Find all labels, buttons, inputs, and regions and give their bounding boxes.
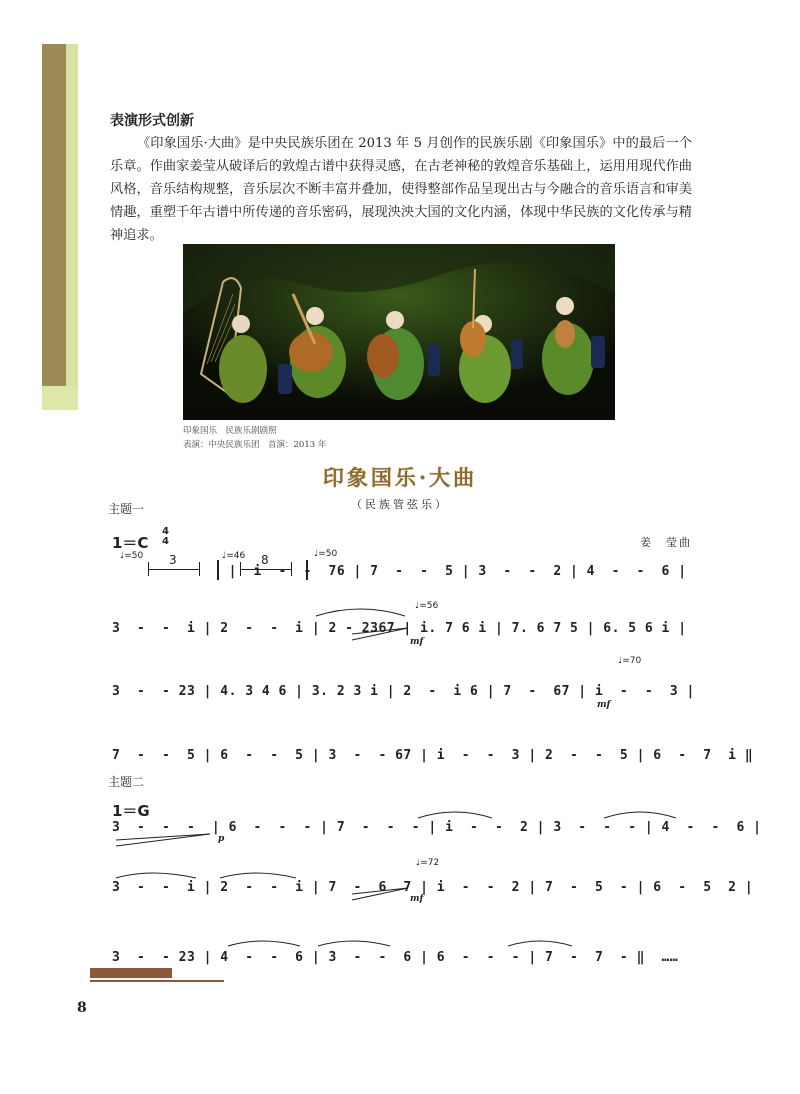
slur [116,873,196,878]
slur [604,812,676,818]
slur [318,941,390,946]
dynamic-mark: mf [597,700,611,710]
notation-row: | i - - 76 | 7 - - 5 | 3 - - 2 | 4 - - 6 | [112,564,687,579]
slur [508,941,572,946]
tempo-marking: ♩=50 [120,551,144,561]
slur [418,812,492,818]
crescendo-hairpin [116,834,210,846]
body-paragraph: 《印象国乐·大曲》是中央民族乐团在 2013 年 5 月创作的民族乐剧《印象国乐》中的最后一个乐章。作曲家姜莹从破译后的敦煌古谱中获得灵感，在古老神秘的敦煌音乐基础上，运用用现代作曲风格，音乐结构规整，音乐层次不断丰富并叠加，使得整部作品呈现出古与今融合的音乐语言和审美情趣，重塑千年古谱中所传递的音乐密码，展现泱泱大国的文化内涵，体现中华民族的文化传承与精神追求。 [110,136,692,243]
dynamic-mark: p [218,834,225,844]
tempo-marking: ♩=46 [222,551,246,561]
tempo-marking: ♩=50 [314,549,338,559]
notation-row: 3 - - 23 | 4. 3 4 6 | 3. 2 3 i | 2 - i 6 | 7 - 67 | i - - 3 | [112,684,695,699]
theme-one-key: 1＝C [112,534,149,552]
notation-row: 3 - - i | 2 - - i | 7 - 6 7 | i - - 2 | 7 - 5 - | 6 - 5 2 | [112,880,754,895]
notation-row: 3 - - - | 6 - - - | 7 - - - | i - - 2 | 3 - - - | 4 - - 6 | [112,820,762,835]
score-title: 印象国乐·大曲 [322,465,478,490]
page-number: 8 [77,1000,87,1016]
notation-row: 3 - - i | 2 - - i | 2 - 2367 | i. 7 6 i | 7. 6 7 5 | 6. 5 6 i | [112,621,687,636]
theme-two-key: 1＝G [112,802,150,820]
composer-credit: 姜 莹曲 [640,536,692,549]
tempo-marking: ♩=70 [618,656,642,666]
theme-one-label: 主题一 [108,502,145,516]
time-signature-bottom: 4 [162,536,169,547]
slur [220,873,296,878]
rest-count: 8 [261,553,269,567]
notation-row: 7 - - 5 | 6 - - 5 | 3 - - 67 | i - - 3 | 2 - - 5 | 6 - 7 i ‖ [112,748,754,763]
notation-row: 3 - - 23 | 4 - - 6 | 3 - - 6 | 6 - - - | 7 - 7 - ‖ …… [112,950,679,965]
dynamic-mark: mf [410,637,424,647]
crescendo-hairpin [352,628,408,640]
crescendo-hairpin [352,888,408,900]
rest-count: 3 [169,553,177,567]
photo-caption-title: 印象国乐 民族乐剧剧照 [183,426,277,436]
time-signature-top: 4 [162,526,169,537]
dynamic-mark: mf [410,894,424,904]
footer-bar [90,968,172,978]
tempo-marking: ♩=72 [416,858,440,868]
score-subtitle: （民族管弦乐） [351,498,449,511]
footer-line [90,980,224,982]
tempo-marking: ♩=56 [415,601,439,611]
slur [228,941,300,946]
section-heading: 表演形式创新 [110,113,194,129]
slur [316,609,405,616]
photo-caption-credits: 表演：中央民族乐团 首演：2013 年 [183,440,327,450]
theme-two-label: 主题二 [108,775,145,789]
